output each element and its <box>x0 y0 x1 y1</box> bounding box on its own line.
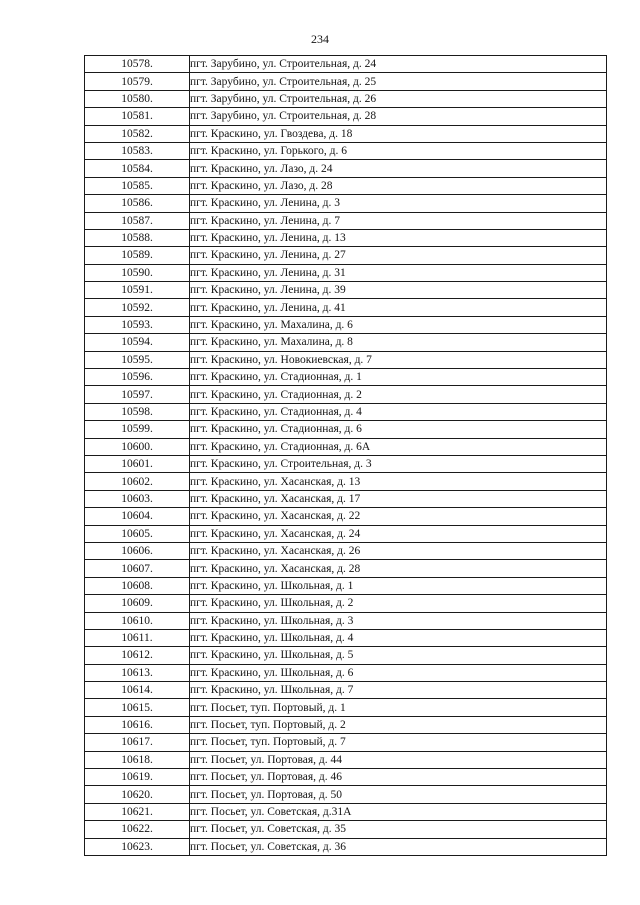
row-number: 10593. <box>85 316 190 333</box>
row-number: 10613. <box>85 664 190 681</box>
row-number: 10595. <box>85 351 190 368</box>
row-address: пгт. Зарубино, ул. Строительная, д. 28 <box>190 108 607 125</box>
row-address: пгт. Краскино, ул. Хасанская, д. 17 <box>190 490 607 507</box>
row-address: пгт. Посьет, туп. Портовый, д. 2 <box>190 716 607 733</box>
row-address: пгт. Краскино, ул. Школьная, д. 6 <box>190 664 607 681</box>
row-address: пгт. Краскино, ул. Ленина, д. 7 <box>190 212 607 229</box>
table-row <box>85 351 607 368</box>
row-number: 10594. <box>85 334 190 351</box>
row-address: пгт. Посьет, туп. Портовый, д. 7 <box>190 734 607 751</box>
row-number: 10600. <box>85 438 190 455</box>
table-row <box>85 299 607 316</box>
row-number: 10585. <box>85 177 190 194</box>
table-row <box>85 160 607 177</box>
row-number: 10612. <box>85 647 190 664</box>
table-row <box>85 282 607 299</box>
row-number: 10621. <box>85 803 190 820</box>
row-number: 10591. <box>85 282 190 299</box>
table-row <box>85 90 607 107</box>
row-number: 10606. <box>85 542 190 559</box>
table-row <box>85 682 607 699</box>
row-address: пгт. Краскино, ул. Школьная, д. 3 <box>190 612 607 629</box>
table-row <box>85 838 607 855</box>
row-address: пгт. Краскино, ул. Хасанская, д. 13 <box>190 473 607 490</box>
row-number: 10609. <box>85 595 190 612</box>
row-number: 10619. <box>85 769 190 786</box>
table-row <box>85 786 607 803</box>
row-number: 10599. <box>85 421 190 438</box>
row-address: пгт. Краскино, ул. Стадионная, д. 6 <box>190 421 607 438</box>
table-row <box>85 334 607 351</box>
table-row <box>85 108 607 125</box>
table-row <box>85 803 607 820</box>
row-number: 10603. <box>85 490 190 507</box>
row-number: 10592. <box>85 299 190 316</box>
row-number: 10583. <box>85 142 190 159</box>
row-address: пгт. Зарубино, ул. Строительная, д. 26 <box>190 90 607 107</box>
table-row <box>85 195 607 212</box>
row-address: пгт. Краскино, ул. Стадионная, д. 1 <box>190 369 607 386</box>
row-number: 10589. <box>85 247 190 264</box>
address-table-body <box>85 56 607 856</box>
table-row <box>85 821 607 838</box>
row-address: пгт. Посьет, ул. Советская, д. 35 <box>190 821 607 838</box>
row-number: 10623. <box>85 838 190 855</box>
row-number: 10604. <box>85 508 190 525</box>
row-address: пгт. Посьет, ул. Советская, д.31А <box>190 803 607 820</box>
row-address: пгт. Краскино, ул. Лазо, д. 24 <box>190 160 607 177</box>
table-row <box>85 212 607 229</box>
table-row <box>85 455 607 472</box>
page-number: 234 <box>311 32 329 46</box>
row-address: пгт. Краскино, ул. Школьная, д. 4 <box>190 629 607 646</box>
row-address: пгт. Краскино, ул. Лазо, д. 28 <box>190 177 607 194</box>
table-row <box>85 421 607 438</box>
row-address: пгт. Краскино, ул. Махалина, д. 6 <box>190 316 607 333</box>
table-row <box>85 369 607 386</box>
row-number: 10615. <box>85 699 190 716</box>
row-number: 10617. <box>85 734 190 751</box>
table-row <box>85 629 607 646</box>
row-address: пгт. Краскино, ул. Ленина, д. 31 <box>190 264 607 281</box>
table-row <box>85 264 607 281</box>
table-row <box>85 751 607 768</box>
row-address: пгт. Краскино, ул. Хасанская, д. 22 <box>190 508 607 525</box>
table-row <box>85 542 607 559</box>
row-number: 10588. <box>85 229 190 246</box>
table-row <box>85 525 607 542</box>
row-number: 10584. <box>85 160 190 177</box>
table-row <box>85 664 607 681</box>
row-address: пгт. Краскино, ул. Школьная, д. 1 <box>190 577 607 594</box>
row-address: пгт. Посьет, ул. Портовая, д. 46 <box>190 769 607 786</box>
row-address: пгт. Посьет, туп. Портовый, д. 1 <box>190 699 607 716</box>
row-address: пгт. Краскино, ул. Стадионная, д. 2 <box>190 386 607 403</box>
table-row <box>85 699 607 716</box>
row-number: 10607. <box>85 560 190 577</box>
row-address: пгт. Краскино, ул. Хасанская, д. 26 <box>190 542 607 559</box>
table-row <box>85 647 607 664</box>
row-address: пгт. Краскино, ул. Стадионная, д. 6А <box>190 438 607 455</box>
row-address: пгт. Краскино, ул. Ленина, д. 3 <box>190 195 607 212</box>
table-row <box>85 734 607 751</box>
row-address: пгт. Посьет, ул. Портовая, д. 50 <box>190 786 607 803</box>
table-row <box>85 716 607 733</box>
row-address: пгт. Краскино, ул. Ленина, д. 41 <box>190 299 607 316</box>
row-address: пгт. Краскино, ул. Ленина, д. 27 <box>190 247 607 264</box>
table-row <box>85 247 607 264</box>
row-address: пгт. Краскино, ул. Школьная, д. 7 <box>190 682 607 699</box>
row-number: 10608. <box>85 577 190 594</box>
row-number: 10622. <box>85 821 190 838</box>
table-row <box>85 73 607 90</box>
row-number: 10587. <box>85 212 190 229</box>
row-number: 10581. <box>85 108 190 125</box>
table-row <box>85 769 607 786</box>
row-number: 10611. <box>85 629 190 646</box>
row-address: пгт. Зарубино, ул. Строительная, д. 25 <box>190 73 607 90</box>
row-number: 10601. <box>85 455 190 472</box>
table-row <box>85 229 607 246</box>
row-number: 10596. <box>85 369 190 386</box>
table-row <box>85 403 607 420</box>
row-address: пгт. Краскино, ул. Гвоздева, д. 18 <box>190 125 607 142</box>
row-address: пгт. Краскино, ул. Школьная, д. 2 <box>190 595 607 612</box>
address-table <box>84 55 607 856</box>
row-number: 10610. <box>85 612 190 629</box>
row-number: 10579. <box>85 73 190 90</box>
table-row <box>85 438 607 455</box>
table-row <box>85 316 607 333</box>
row-number: 10620. <box>85 786 190 803</box>
table-row <box>85 125 607 142</box>
row-address: пгт. Посьет, ул. Портовая, д. 44 <box>190 751 607 768</box>
row-address: пгт. Краскино, ул. Ленина, д. 13 <box>190 229 607 246</box>
row-address: пгт. Краскино, ул. Хасанская, д. 28 <box>190 560 607 577</box>
row-address: пгт. Краскино, ул. Новокиевская, д. 7 <box>190 351 607 368</box>
row-number: 10598. <box>85 403 190 420</box>
row-address: пгт. Зарубино, ул. Строительная, д. 24 <box>190 56 607 73</box>
table-row <box>85 612 607 629</box>
table-row <box>85 577 607 594</box>
row-address: пгт. Краскино, ул. Хасанская, д. 24 <box>190 525 607 542</box>
row-number: 10590. <box>85 264 190 281</box>
table-row <box>85 473 607 490</box>
table-row <box>85 508 607 525</box>
row-number: 10616. <box>85 716 190 733</box>
table-row <box>85 595 607 612</box>
row-number: 10582. <box>85 125 190 142</box>
row-number: 10605. <box>85 525 190 542</box>
row-number: 10618. <box>85 751 190 768</box>
row-address: пгт. Краскино, ул. Школьная, д. 5 <box>190 647 607 664</box>
row-address: пгт. Посьет, ул. Советская, д. 36 <box>190 838 607 855</box>
row-address: пгт. Краскино, ул. Горького, д. 6 <box>190 142 607 159</box>
row-address: пгт. Краскино, ул. Стадионная, д. 4 <box>190 403 607 420</box>
row-address: пгт. Краскино, ул. Махалина, д. 8 <box>190 334 607 351</box>
row-number: 10597. <box>85 386 190 403</box>
row-number: 10602. <box>85 473 190 490</box>
row-address: пгт. Краскино, ул. Строительная, д. 3 <box>190 455 607 472</box>
table-row <box>85 56 607 73</box>
table-row <box>85 177 607 194</box>
row-number: 10586. <box>85 195 190 212</box>
row-number: 10614. <box>85 682 190 699</box>
table-row <box>85 386 607 403</box>
table-row <box>85 142 607 159</box>
table-row <box>85 490 607 507</box>
row-address: пгт. Краскино, ул. Ленина, д. 39 <box>190 282 607 299</box>
table-row <box>85 560 607 577</box>
row-number: 10578. <box>85 56 190 73</box>
row-number: 10580. <box>85 90 190 107</box>
